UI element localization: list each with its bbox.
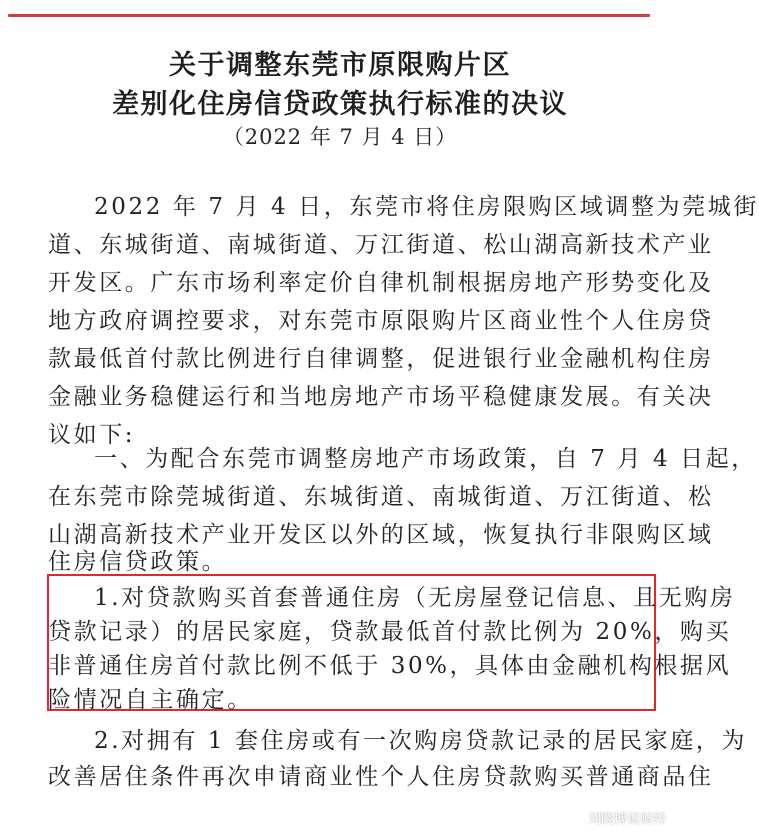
body-line: 道、东城街道、南城街道、万江街道、松山湖高新技术产业 [48, 232, 714, 258]
body-line: 在东莞市除莞城街道、东城街道、南城街道、万江街道、松 [48, 484, 714, 510]
body-line: 2022 年 7 月 4 日，东莞市将住房限购区域调整为莞城街 [94, 194, 759, 220]
body-line: 金融业务稳健运行和当地房地产市场平稳健康发展。有关决 [48, 384, 714, 410]
highlighted-line: 贷款记录）的居民家庭，贷款最低首付款比例为 20%，购买 [48, 619, 732, 645]
body-line: 议如下: [48, 422, 136, 448]
highlighted-line: 1.对贷款购买首套普通住房（无房屋登记信息、且无购房 [94, 585, 736, 611]
body-line: 2.对拥有 1 套住房或有一次购房贷款记录的居民家庭，为 [94, 728, 747, 754]
watermark: 刘晓博说财经 [587, 812, 666, 827]
body-line: 改善居住条件再次申请商业性个人住房贷款购买普通商品住 [48, 764, 714, 790]
body-line: 山湖高新技术产业开发区以外的区域，恢复执行非限购区域 [48, 522, 714, 548]
body-line: 款最低首付款比例进行自律调整，促进银行业金融机构住房 [48, 346, 714, 372]
body-line: 地方政府调控要求，对东莞市原限购片区商业性个人住房贷 [48, 308, 714, 334]
body-line: 一、为配合东莞市调整房地产市场政策，自 7 月 4 日起， [94, 446, 757, 472]
highlighted-line: 险情况自主确定。 [48, 687, 253, 713]
highlighted-line: 非普通住房首付款比例不低于 30%，具体由金融机构根据风 [48, 653, 732, 679]
body-line: 开发区。广东市场利率定价自律机制根据房地产形势变化及 [48, 270, 714, 296]
document-title-line-2: 差别化住房信贷政策执行标准的决议 [112, 89, 568, 120]
body-line: 住房信贷政策。 [48, 549, 228, 575]
document-date: （2022 年 7 月 4 日） [222, 125, 458, 149]
top-red-rule [8, 14, 650, 17]
document-title-line-1: 关于调整东莞市原限购片区 [169, 50, 511, 81]
